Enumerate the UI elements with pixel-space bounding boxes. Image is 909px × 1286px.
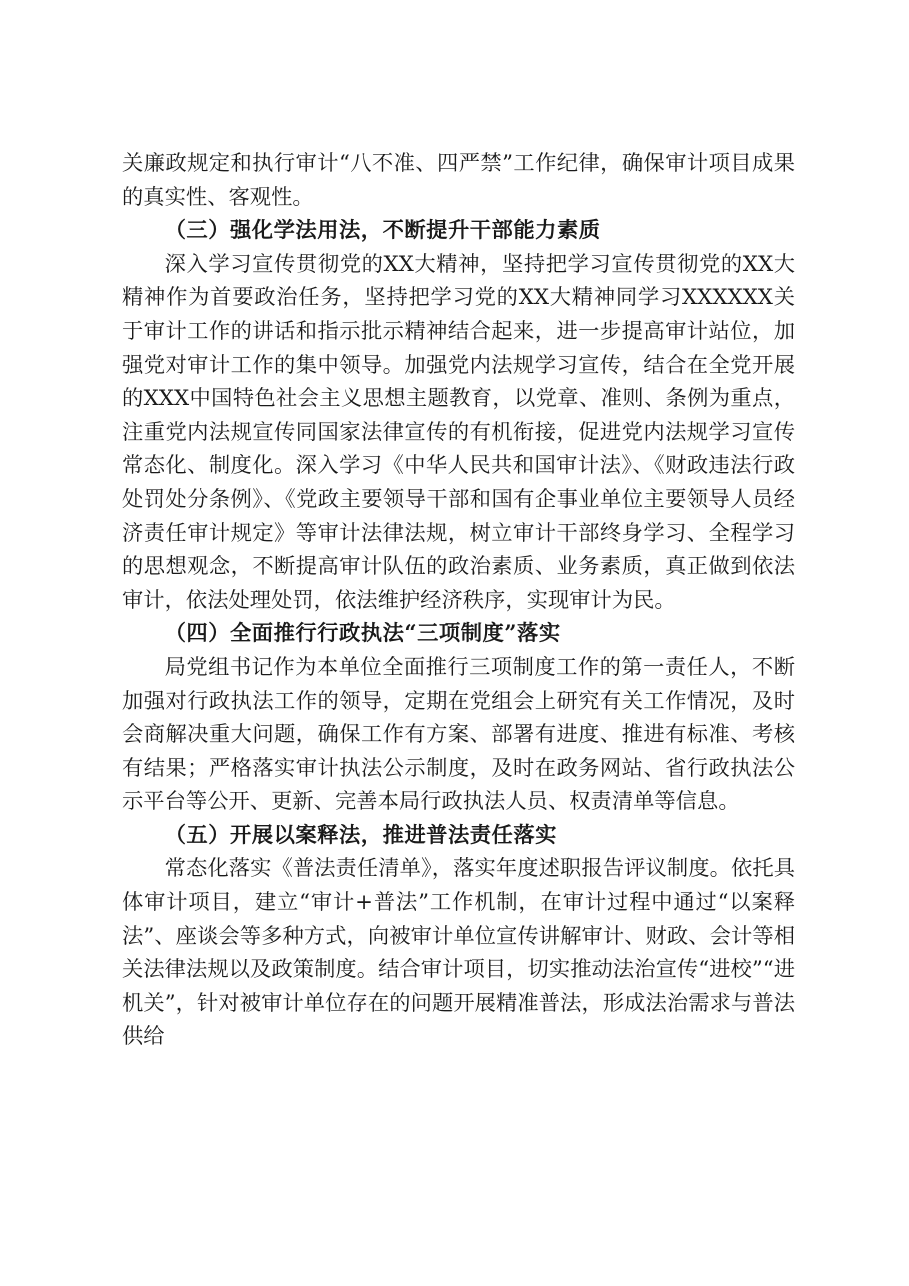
document-page <box>122 147 795 1054</box>
section-heading-4: （四）全面推行行政执法“三项制度”落实 <box>164 621 561 647</box>
section-heading-5: （五）开展以案释法，推进普法责任落实 <box>164 822 557 848</box>
section-heading-3: （三）强化学法用法，不断提升干部能力素质 <box>164 218 601 244</box>
paragraph-continued: 关廉政规定和执行审计“八不准、四严禁”工作纪律，确保审计项目成果的真实性、客观性。 <box>122 151 795 210</box>
paragraph-section-4: 局党组书记作为本单位全面推行三项制度工作的第一责任人，不断加强对行政执法工作的领导，定期在党组会上研究有关工作情况，及时会商解决重大问题，确保工作有方案、部署有进度、推进有标准、考核有结果；严格落实审计执法公示制度，及时在政务网站、省行政执法公示平台等公开、更新、完善本局行政执法人员、权责清单等信息。 <box>122 654 795 815</box>
paragraph-section-5: 常态化落实《普法责任清单》，落实年度述职报告评议制度。依托具体审计项目，建立“审计+普法”工作机制，在审计过程中通过“以案释法”、座谈会等多种方式，向被审计单位宣传讲解审计、财政、会计等相关法律法规以及政策制度。结合审计项目，切实推动法治宣传“进校”“进机关”，针对被审计单位存在的问题开展精准普法，形成法治需求与普法供给 <box>122 856 795 1050</box>
paragraph-section-3: 深入学习宣传贯彻党的XX大精神，坚持把学习宣传贯彻党的XX大精神作为首要政治任务，坚持把学习党的XX大精神同学习XXXXXX关于审计工作的讲话和指示批示精神结合起来，进一步提高审计站位，加强党对审计工作的集中领导。加强党内法规学习宣传，结合在全党开展的XXX中国特色社会主义思想主题教育，以党章、准则、条例为重点，注重党内法规宣传同国家法律宣传的有机衔接，促进党内法规学习宣传常态化、制度化。深入学习《中华人民共和国审计法》、《财政违法行政处罚处分条例》、《党政主要领导干部和国有企事业单位主要领导人员经济责任审计规定》等审计法律法规，树立审计干部终身学习、全程学习的思想观念，不断提高审计队伍的政治素质、业务素质，真正做到依法审计，依法处理处罚，依法维护经济秩序，实现审计为民。 <box>122 251 795 613</box>
